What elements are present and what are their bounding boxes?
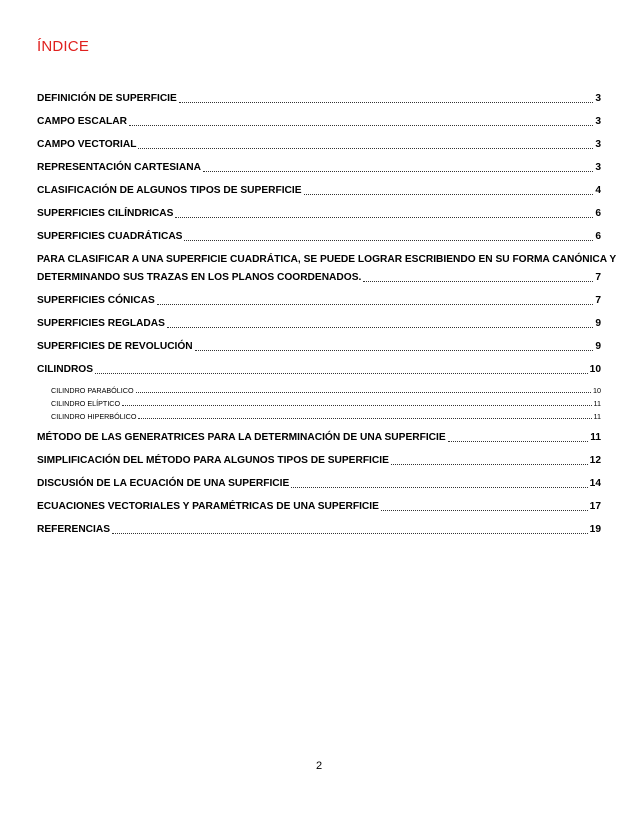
page-title: ÍNDICE [37, 38, 90, 55]
toc-entry-page: 7 [595, 272, 601, 283]
toc-entry-page: 9 [595, 341, 601, 352]
toc-dot-leader [138, 418, 591, 419]
page-number: 2 [315, 760, 323, 772]
toc-subentry[interactable] [37, 386, 601, 395]
toc-entry-text: REPRESENTACIÓN CARTESIANA [37, 162, 201, 173]
toc-entry[interactable] [37, 500, 601, 514]
toc-entry[interactable] [37, 253, 617, 285]
toc-entry-page: 9 [595, 318, 601, 329]
table-of-contents [37, 92, 617, 546]
toc-entry[interactable] [37, 431, 601, 445]
toc-entry-page: 3 [595, 116, 601, 127]
toc-entry[interactable] [37, 363, 601, 377]
toc-entry[interactable] [37, 184, 601, 198]
toc-dot-leader [179, 102, 594, 103]
toc-entry-text: CILINDROS [37, 364, 94, 375]
toc-entry[interactable] [37, 161, 601, 175]
toc-entry[interactable] [37, 340, 601, 354]
toc-entry[interactable] [37, 454, 601, 468]
toc-dot-leader [195, 350, 594, 351]
toc-entry-text: SIMPLIFICACIÓN DEL MÉTODO PARA ALGUNOS TIPOS DE SUPERFICIE [37, 455, 389, 466]
toc-entry[interactable] [37, 294, 601, 308]
toc-entry-text: CAMPO VECTORIAL [37, 139, 137, 150]
toc-entry-text: MÉTODO DE LAS GENERATRICES PARA LA DETERMINACIÓN DE UNA SUPERFICIE [37, 432, 446, 443]
toc-entry-text-continued: DETERMINANDO SUS TRAZAS EN LOS PLANOS COORDENADOS. [37, 272, 362, 283]
toc-dot-leader [184, 240, 593, 241]
toc-entry[interactable] [37, 207, 601, 221]
toc-entry[interactable] [37, 115, 601, 129]
toc-entry-page: 10 [593, 386, 601, 395]
toc-dot-leader [304, 194, 594, 195]
toc-dot-leader [448, 441, 589, 442]
toc-dot-leader [112, 533, 588, 534]
toc-entry-page: 17 [589, 501, 601, 512]
toc-entry-page: 19 [589, 524, 601, 535]
toc-entry-text: SUPERFICIES CILÍNDRICAS [37, 208, 174, 219]
toc-entry[interactable] [37, 230, 601, 244]
toc-entry-text: CLASIFICACIÓN DE ALGUNOS TIPOS DE SUPERFICIE [37, 185, 302, 196]
toc-dot-leader [122, 405, 591, 406]
toc-entry-page: 6 [595, 231, 601, 242]
toc-dot-leader [175, 217, 593, 218]
toc-entry-page: 7 [595, 295, 601, 306]
toc-dot-leader [291, 487, 587, 488]
toc-dot-leader [203, 171, 593, 172]
toc-entry-text: ECUACIONES VECTORIALES Y PARAMÉTRICAS DE UNA SUPERFICIE [37, 501, 379, 512]
toc-entry-page: 10 [589, 364, 601, 375]
toc-entry[interactable] [37, 477, 601, 491]
toc-entry-text: SUPERFICIES REGLADAS [37, 318, 165, 329]
toc-entry-page: 6 [595, 208, 601, 219]
toc-entry-text: CILINDRO ELÍPTICO [51, 399, 121, 408]
toc-entry-page: 4 [595, 185, 601, 196]
toc-subentry[interactable] [37, 412, 601, 421]
toc-dot-leader [381, 510, 588, 511]
toc-entry[interactable] [37, 138, 601, 152]
toc-dot-leader [391, 464, 588, 465]
toc-dot-leader [95, 373, 588, 374]
toc-entry-text: DISCUSIÓN DE LA ECUACIÓN DE UNA SUPERFICIE [37, 478, 290, 489]
toc-entry-page: 11 [590, 432, 601, 443]
toc-dot-leader [136, 392, 591, 393]
toc-entry-page: 3 [595, 162, 601, 173]
toc-entry-text: SUPERFICIES CÓNICAS [37, 295, 155, 306]
toc-entry-page: 11 [593, 399, 601, 408]
toc-entry-text: CILINDRO HIPERBÓLICO [51, 412, 137, 421]
toc-entry-page: 3 [595, 139, 601, 150]
toc-entry-text: DEFINICIÓN DE SUPERFICIE [37, 93, 177, 104]
toc-entry-page: 11 [593, 412, 601, 421]
toc-entry-page: 3 [595, 93, 601, 104]
toc-entry-text: SUPERFICIES DE REVOLUCIÓN [37, 341, 193, 352]
toc-entry-text: REFERENCIAS [37, 524, 111, 535]
toc-entry[interactable] [37, 92, 601, 106]
toc-entry-text: CILINDRO PARABÓLICO [51, 386, 134, 395]
toc-dot-leader [138, 148, 593, 149]
toc-entry-text: SUPERFICIES CUADRÁTICAS [37, 231, 183, 242]
toc-dot-leader [157, 304, 594, 305]
toc-entry-text: PARA CLASIFICAR A UNA SUPERFICIE CUADRÁTICA, SE PUEDE LOGRAR ESCRIBIENDO EN SU FORMA CANÓNICA Y [37, 254, 617, 265]
toc-entry[interactable] [37, 523, 601, 537]
toc-dot-leader [167, 327, 593, 328]
toc-dot-leader [363, 281, 593, 282]
toc-dot-leader [129, 125, 593, 126]
toc-entry-page: 14 [589, 478, 601, 489]
toc-subentry[interactable] [37, 399, 601, 408]
toc-entry-text: CAMPO ESCALAR [37, 116, 127, 127]
toc-entry-page: 12 [589, 455, 601, 466]
toc-entry[interactable] [37, 317, 601, 331]
